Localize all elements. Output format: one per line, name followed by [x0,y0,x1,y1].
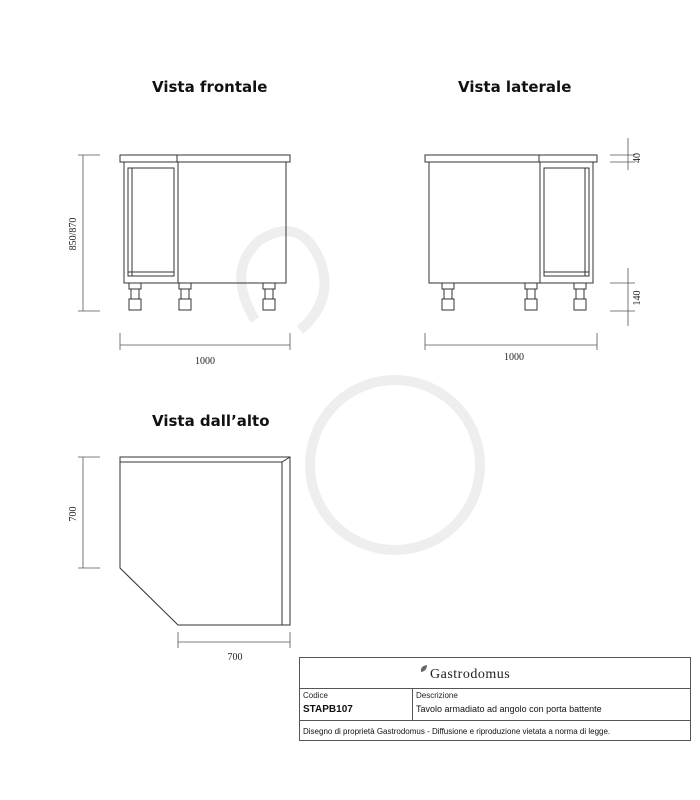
top-width-dimension: 700 [227,652,243,663]
side-dimension-lines [425,138,635,350]
side-width-dimension: 1000 [504,352,524,363]
front-open-compartment [128,168,174,276]
top-view-drawing [120,457,290,625]
side-legs [442,283,586,310]
side-view-drawing [425,155,597,310]
code-value: STAPB107 [303,704,353,715]
leaf-icon [420,664,428,673]
front-cabinet-body [124,162,286,283]
description-cell [413,689,690,720]
watermark [241,231,480,550]
top-dimension-lines [78,457,290,648]
description-value: Tavolo armadiato ad angolo con porta battente [416,704,602,714]
top-depth-dimension: 700 [68,506,79,522]
title-block [299,657,691,741]
brand-logo: Gastrodomus [430,667,511,682]
copyright-footer: Disegno di proprietà Gastrodomus - Diffusione e riproduzione vietata a norma di legge. [303,727,611,736]
side-view-title: Vista laterale [458,78,572,96]
description-label: Descrizione [416,691,458,700]
front-width-dimension: 1000 [195,356,215,367]
top-inner-edge [120,457,290,462]
top-outline [120,457,290,625]
front-height-dimension: 850/870 [68,217,79,251]
side-worktop [425,155,597,162]
code-cell [300,689,413,720]
front-dimension-lines [78,155,290,350]
side-open-compartment [544,168,589,276]
code-label: Codice [303,691,328,700]
title-block-logo-row [300,658,690,689]
side-cabinet-body [429,162,593,283]
side-top-dimension: 40 [632,153,643,163]
title-block-info-row [300,689,690,721]
side-leg-dimension: 140 [632,290,643,306]
top-view-title: Vista dall’alto [152,412,270,430]
front-worktop [120,155,290,162]
front-view-title: Vista frontale [152,78,268,96]
